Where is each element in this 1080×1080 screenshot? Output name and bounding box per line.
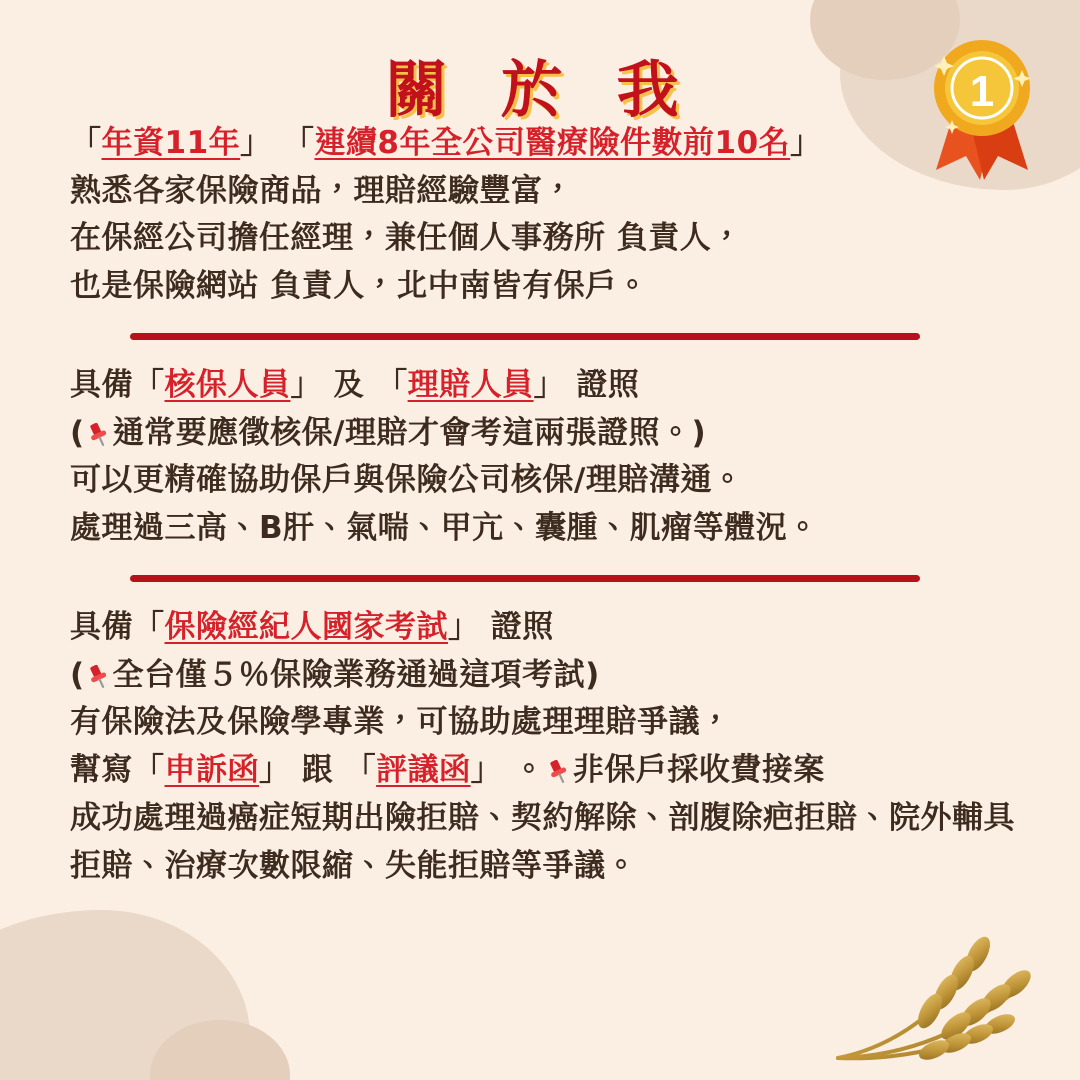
section1-mid: 」 及 「 <box>290 366 408 403</box>
section2-note: 全台僅５％保險業務通過這項考試) <box>112 656 600 693</box>
pushpin-icon <box>85 421 111 447</box>
intro-line-2: 熟悉各家保險商品，理賠經驗豐富， <box>70 172 574 209</box>
section1-prefix: 具備「 <box>70 366 165 403</box>
content-body <box>70 120 1020 896</box>
section2-line4-tail: 非保戶採收費接案 <box>572 752 825 789</box>
section2-highlight-review: 評議函 <box>376 752 471 789</box>
pushpin-icon <box>545 758 571 784</box>
pushpin-icon <box>85 663 111 689</box>
intro-bracket-mid: 」 「 <box>240 125 315 161</box>
section-underwriting-claims <box>70 362 1020 553</box>
section2-highlight-appeal: 申訴函 <box>164 752 259 789</box>
section2-line4-prefix: 幫寫「 <box>70 752 165 789</box>
section2-line4-mid: 」 跟 「 <box>259 752 377 789</box>
section2-line-2 <box>70 652 1020 700</box>
intro-bracket-open: 「 <box>70 125 102 161</box>
section1-line-1 <box>70 362 1020 410</box>
section2-line-3: 有保險法及保險學專業，可協助處理理賠爭議， <box>70 704 732 741</box>
section1-line-2 <box>70 410 1020 458</box>
badge-number: 1 <box>969 67 995 116</box>
section1-highlight-claims: 理賠人員 <box>407 366 534 403</box>
wheat-ornament-icon <box>828 926 1058 1066</box>
divider-1 <box>130 333 920 340</box>
section2-paren-open: ( <box>70 656 85 693</box>
section1-suffix: 」 證照 <box>533 366 640 403</box>
section1-paren-open: ( <box>70 414 85 451</box>
section1-note: 通常要應徵核保/理賠才會考這兩張證照。) <box>112 414 707 451</box>
section2-line4-period: 」 。 <box>470 752 545 789</box>
intro-line-1 <box>70 120 1020 168</box>
intro-highlight-ranking: 連續8年全公司醫療險件數前10名 <box>314 125 791 161</box>
section-broker-exam <box>70 604 1020 890</box>
intro-block <box>70 120 1020 311</box>
section2-line-4 <box>70 747 1020 795</box>
section2-highlight-exam: 保險經紀人國家考試 <box>164 608 448 645</box>
intro-line-4: 也是保險網站 負責人，北中南皆有保戶。 <box>70 268 649 305</box>
section2-line-1 <box>70 604 1020 652</box>
page-title: 關 於 我 <box>385 53 695 126</box>
section1-line-3: 可以更精確協助保戶與保險公司核保/理賠溝通。 <box>70 462 744 499</box>
intro-highlight-years: 年資11年 <box>101 125 241 161</box>
section1-line-4: 處理過三高、B肝、氣喘、甲亢、囊腫、肌瘤等體況。 <box>70 510 819 547</box>
intro-line-3: 在保經公司擔任經理，兼任個人事務所 負責人， <box>70 220 743 257</box>
section2-suffix: 」 證照 <box>448 608 554 645</box>
section2-prefix: 具備「 <box>70 608 165 645</box>
intro-bracket-close: 」 <box>790 125 822 161</box>
section1-highlight-underwriter: 核保人員 <box>164 366 291 403</box>
divider-2 <box>130 575 920 582</box>
section2-line-5: 成功處理過癌症短期出險拒賠、契約解除、剖腹除疤拒賠、院外輔具拒賠、治療次數限縮、失能拒賠等爭議。 <box>70 799 1015 884</box>
